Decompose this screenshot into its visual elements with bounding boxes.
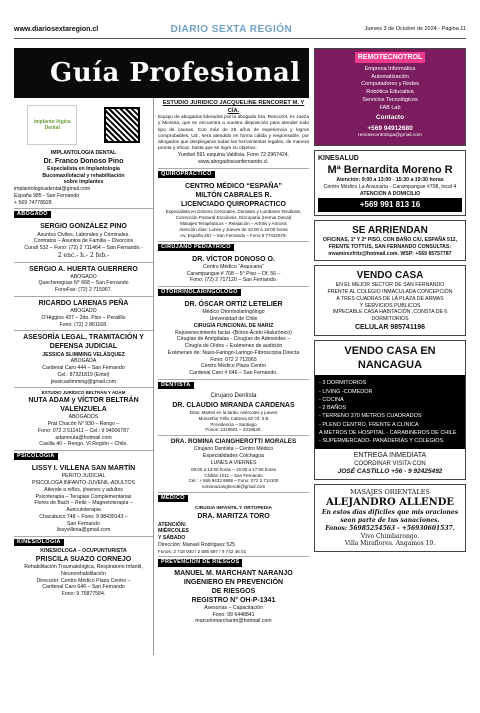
ad-line: Dirección: Manuel Rodríguez 525 xyxy=(158,541,235,548)
ad-line: Chacabuco 748 – Fono: 9 98439143 – xyxy=(39,513,128,520)
ad-line: Cardenal Caro 444 – San Fernando xyxy=(42,365,125,371)
ad-pediatric-surgeon xyxy=(158,253,309,287)
ad-line: Especialidades Colchagua xyxy=(202,453,265,460)
ad-line: Centro Médico La Araucaria - Carampangue #708, local 4 xyxy=(323,184,457,191)
ad-line: Fono: 99 6448841 xyxy=(212,611,255,618)
ad-head: ESTUDIO JURÍDICO BELTRÁN Y ADAM xyxy=(41,390,126,396)
ad-line: Cirujano Dentista – Centro Médico xyxy=(193,446,274,453)
ad-line: Curalí 532 – Fono: (72) 2 711464 – San Fernando.- xyxy=(24,245,143,252)
ad-lawyer xyxy=(14,331,153,388)
issue-date: Jueves 3 de Octubre de 2024 - Página 11 xyxy=(364,26,466,32)
ad-line: JESSICA SLIMMING VELÁSQUEZ xyxy=(42,351,125,358)
ad-line: FonoFax: (72) 2 715967. xyxy=(54,287,113,294)
ad-line: Médico Otorrinolaringólogo xyxy=(202,309,265,316)
ad-line: ABOGADA xyxy=(70,358,97,365)
ad-line: ATENCIÓN: xyxy=(158,521,187,528)
ad-line: Fono: 072 2 712065 xyxy=(210,356,257,363)
ad-line: MASAJES ORIENTALES xyxy=(350,487,430,496)
ad-title: SE ARRIENDAN xyxy=(352,225,428,237)
section-label: MÉDICO xyxy=(158,495,188,502)
ad-line: ABOGADO xyxy=(70,273,97,280)
ad-lawyer xyxy=(14,297,153,331)
doctor-name: DRA. MARITZA TORO xyxy=(197,513,270,521)
ad-title: VENDO CASA EN NANCAGUA xyxy=(344,344,436,372)
ad-line: OFICINAS, 1º Y 2º PISO, CON BAÑO C/U, ESPAÑA 512, FRENTE TOTTUS, SAN FERNANDO CONSULTAS: mvamirezfritz@hotmail.com. WSP: +569 85757787 xyxy=(322,237,458,257)
ad-line: IMPECABLE CASA HABITACIÓN ,CONSTA DE 6 DORMITORIOS xyxy=(332,309,448,323)
ad-line: Cirugía de Oídos – Exámenes de audición xyxy=(184,343,283,350)
doctor-name: DR. ÓSCAR ORTIZ LETELIER xyxy=(184,301,283,309)
ad-line[interactable]: www.abogadossanfernando.cl. xyxy=(198,159,269,166)
ad-line: Y SÁBADO xyxy=(158,535,186,541)
ad-line[interactable]: jessicaslimming@gmail.com xyxy=(50,378,117,385)
ad-line: COORDINAR VISITA CON xyxy=(354,460,426,467)
ad-line: PERITO JUDICIAL xyxy=(61,473,106,480)
feature-item: - SUPERMERCADO- PANADERÍAS Y COLEGIOS. xyxy=(319,438,445,445)
ad-line: Quechereguas N° 668 – San Fernando xyxy=(38,280,129,287)
ad-line: Yumbel 591 esquina Valdivia. Fono 72 2967424. xyxy=(177,152,290,159)
ad-psychologist xyxy=(14,462,153,537)
feature-item: - TERRENO 370 METROS CUADRADOS xyxy=(319,413,422,420)
ad-kinesiologist xyxy=(14,548,153,598)
ad-remotecnotrol xyxy=(314,48,466,146)
ad-line: Atiende a niños, jóvenes y adultos xyxy=(44,486,123,493)
ad-line: Exámenes de: Naso-Faringo-Laringo-Fibroscopia Directa xyxy=(167,349,300,356)
column-middle xyxy=(158,98,309,655)
ad-line: O'Higgins 437 – 2do. Piso – Peralillo xyxy=(41,314,126,321)
ad-line: Fono: (72) 2 717120 – San Fernando. xyxy=(189,277,278,284)
ad-dentist xyxy=(158,391,309,436)
doctor-name: DR. CLAUDIO MIRANDA CARDENAS xyxy=(172,401,295,409)
ad-line: Monseñor Félix Cabrera 62 Of. 3 B xyxy=(198,415,269,421)
kinesiologist-name: PRISCILA SUAZO CORNEJO xyxy=(35,555,132,563)
ad-line: LUNES A VIERNES xyxy=(210,459,257,466)
page-header xyxy=(14,22,466,36)
section-label: PSICOLOGÍA xyxy=(14,453,58,460)
ad-line: Fonos: 56985254563 - +56930601537. xyxy=(325,524,455,532)
doctor-name: DRA. ROMINA CIANGHEROTTI MORALES xyxy=(170,438,297,446)
ad-lawyer xyxy=(14,263,153,297)
clinic-name: IMPLANTOLOGIA DENTAL xyxy=(50,150,117,156)
ad-implantologia xyxy=(14,98,153,209)
practitioner-name: Mª Bernardita Moreno R xyxy=(327,164,453,177)
ad-massages xyxy=(314,484,466,552)
ad-line: Av. España 467 – San Fernando – Fono 9 77432979. xyxy=(180,232,287,238)
ad-line: Asesorías – Capacitación xyxy=(204,604,263,611)
ad-house-sale-nancagua xyxy=(314,340,466,480)
paper-name: DIARIO SEXTA REGIÓN xyxy=(170,23,293,35)
phone-bar: +569 991 813 16 xyxy=(318,198,462,212)
ad-doctor xyxy=(158,504,309,557)
ad-line: Vivo Chimbarongo. xyxy=(360,532,420,540)
center-name: CENTRO MÉDICO “ESPAÑA” xyxy=(184,183,283,191)
ad-line: San Fernando xyxy=(67,520,100,527)
company-logo: REMOTECNOTROL xyxy=(355,52,426,63)
ad-line: Rejuvenecimiento facial -(Botox-Ácido Hialurónico) xyxy=(175,329,292,336)
ad-line: ABOGADO xyxy=(70,308,97,315)
doctor-name: Dr. Franco Donoso Pino xyxy=(43,157,124,165)
feature-item: - 2 BAÑOS xyxy=(319,405,347,412)
section-label: DENTISTA xyxy=(158,382,194,389)
ad-body: Equipo de abogados liderados por la abogada Sra. Rencoret, ex Jueza y Ministra, que se encuentra a vuestra disposición para atender todo tipo de causas. Con más de 25 años de experiencia y logros comprobables. Ud., será atendido en forma cálida y responsable, por abogados que desplegaran todas las herramientas legales, de manera pronta y eficaz, hasta que se logre su objetivo. xyxy=(158,115,309,152)
ad-rental xyxy=(314,220,466,261)
ad-line: Especialista en Dolores Cervicales, Dorsales y Lumbares Tendinitis, Corrección Postural Escoliosis, Discopatía (Hernia Discal) xyxy=(165,209,302,221)
ad-house-sale xyxy=(314,265,466,336)
engineer-name: MANUEL M. MARCHANT NARANJO xyxy=(174,569,293,577)
ad-line: DE RIESGOS xyxy=(211,587,256,595)
lawyer-name: SERGIO GONZÁLEZ PINO xyxy=(40,223,127,231)
ad-line: Cardenal Caro 646 – San Fernando xyxy=(42,584,125,591)
ad-lawyer xyxy=(14,388,153,451)
ad-line: Cirujano Dentista xyxy=(210,392,257,399)
ad-line: Cirugías de Amígdalas - Cirugías de Adenoides – xyxy=(176,336,291,343)
email[interactable]: remotecontrolspa@gmail.com xyxy=(358,133,422,139)
section-label: OTORRINOLARINGÓLOGO xyxy=(158,289,241,296)
lawyer-name: RICARDO LARENAS PEÑA xyxy=(38,299,129,307)
spec-line: Especialista en Implantología xyxy=(47,165,120,172)
ad-line[interactable]: adamnuta@hotmail.com xyxy=(55,434,112,441)
feature-list xyxy=(315,375,465,449)
phone: CELULAR 985741196 xyxy=(354,323,426,331)
doctor-name: DR. VÍCTOR DONOSO O. xyxy=(192,255,275,263)
ad-line: Cel.: 87321819 (Entel) xyxy=(57,371,110,378)
ad-line: Días: Martes en la tarde, miércoles y jueves xyxy=(189,409,278,415)
ad-law-firm xyxy=(158,98,309,169)
ad-line[interactable]: marcelomarchantn@hotmail.com xyxy=(195,618,272,625)
service-item: Robótica Educativa xyxy=(366,89,414,96)
ad-line: EN EL MEJOR SECTOR DE SAN FERNANDO xyxy=(335,282,445,289)
email-link[interactable]: implantologicadental@gmail.com xyxy=(14,186,91,193)
ad-line: Chillán 1011 – San Fernando xyxy=(204,472,263,478)
ad-line: LICENCIADO QUIROPRACTICO xyxy=(181,201,286,209)
section-banner: Guía Profesional xyxy=(14,48,309,98)
service-item: FAB Lab xyxy=(379,104,401,111)
ad-line: Providencia – Santiago xyxy=(210,421,257,427)
ad-line: Fonos: 2319601 – 2319630. xyxy=(205,427,262,433)
ad-line: CIRUGIA INFANTIL Y ORTOPEDIA xyxy=(194,506,273,512)
ad-line: A TRES CUADRAS DE LA PLAZA DE ARMAS xyxy=(336,295,444,302)
ad-line: Psicoterapia – Terapias Complementarias xyxy=(35,493,132,500)
header-rule xyxy=(14,38,466,39)
ad-line: ENTREGA INMEDIATA xyxy=(353,452,427,460)
lawyer-name: ASESORÍA LEGAL, TRAMITACIÓN Y DEFENSA JUDICIAL xyxy=(23,334,144,351)
ad-line: Contratos – Asuntos de Familia – Divorcios xyxy=(33,238,134,245)
ad-line: FRENTE AL COLEGIO INMACULADA CONCEPCIÓN xyxy=(327,289,453,296)
ad-ent xyxy=(158,298,309,380)
lawyer-name: NUTA ADAM y VÍCTOR BELTRÁN VALENZUELA xyxy=(28,397,139,414)
ad-line: 2 enc.- h.- 2 feb.- xyxy=(57,251,110,259)
section-label: KINESIOLOGIA xyxy=(14,539,64,546)
service-item: Automatización xyxy=(371,73,409,80)
ad-line: Dirección: Centro Médico Plaza Centro – xyxy=(36,577,131,584)
ad-line: CIRUGÍA FUNCIONAL DE NARIZ xyxy=(193,322,274,329)
lawyer-name: SERGIO A. HUERTA GUERRERO xyxy=(29,265,138,273)
ad-line: En estos días difíciles que mis oraciones sean parte de tus sanaciones. xyxy=(321,509,459,525)
feature-item: - 3 DORMITORIOS xyxy=(319,380,367,387)
service-item: Servicios Tecnológicos xyxy=(362,96,418,103)
spec-line: sobre implantes xyxy=(63,179,104,186)
section-label: ABOGADO xyxy=(14,211,51,218)
ad-line: Centro Médico “Araucaria” xyxy=(203,263,264,270)
ad-chiropractor xyxy=(158,180,309,242)
ad-line: Casilla 40 – Rengo. VI Región – Chile. xyxy=(39,441,128,448)
feature-item: - LIVING -COMEDOR xyxy=(319,388,373,395)
address: España 985 - San Fernando xyxy=(14,192,80,199)
site-url[interactable]: www.diariosextaregion.cl xyxy=(14,25,99,33)
ad-line: REGISTRO N° OH-P-1341 xyxy=(191,596,276,604)
ad-line: Fonos: 2 718 000 / 2 585 597 / 9 742 46 01 xyxy=(158,548,247,554)
ad-kinesalud xyxy=(314,150,466,216)
ad-line: Atención: 9:00 a 13:00 - 15:30 a 19:30 horas xyxy=(336,177,444,184)
ad-line: Y SERVICIOS PUBLICOS xyxy=(359,302,421,309)
ad-line: ABOGADOS xyxy=(68,414,99,421)
ad-line: Fono: 072 2 511411 – Cel.: 9 94006787 xyxy=(38,427,129,434)
ad-line: INGENIERO EN PREVENCIÓN xyxy=(183,578,284,586)
service-item: Computadores y Redes xyxy=(361,81,419,88)
ad-line[interactable]: romanaciangherotti@gmail.com xyxy=(201,484,266,490)
feature-item: - PLENO CENTRO, FRENTE A CLÍNICA xyxy=(319,421,419,428)
ad-dentist xyxy=(158,436,309,493)
qr-code-icon[interactable] xyxy=(104,107,140,143)
ad-line: Atención días: Lunes y Jueves de 10:00 a 16:00 horas xyxy=(179,226,288,232)
ad-line: Centro Médico Plaza Centro xyxy=(200,363,267,370)
spec-line: Bucomaxilofacial y rehabilitación xyxy=(42,172,125,179)
service-list xyxy=(318,66,462,112)
phone: +569 94912680 xyxy=(367,124,413,132)
ad-lawyer xyxy=(14,220,153,262)
ad-line: ATENCIÓN A DOMICILIO xyxy=(359,190,421,197)
ad-line: Auriculoterapia xyxy=(66,507,101,514)
ad-line: Universidad de Chile xyxy=(209,316,258,323)
masseur-name: ALEJANDRO ALLENDE xyxy=(325,497,455,509)
ad-line[interactable]: lissyvillena@gmail.com xyxy=(56,527,111,534)
ad-line: Cel.: + 569 9433 9888 – Fono: 072 2 714100 xyxy=(188,478,279,484)
ad-line: Asuntos Civiles, Laborales y Criminales. xyxy=(37,231,130,238)
contact-label: Contacto xyxy=(375,114,405,122)
ad-line: PSICOLOGA INFANTO-JUVENIL-ADULTOS xyxy=(32,480,135,487)
ad-line: Villa Miraflores. Angamos 19. xyxy=(344,540,436,548)
kinesalud-logo: KINESALUD xyxy=(318,155,359,162)
ad-title: VENDO CASA xyxy=(356,270,424,282)
ad-risk-prevention xyxy=(158,569,309,626)
ad-line: Neurorehabilitación xyxy=(61,570,106,577)
ad-line: Prat Chacón N° 930 – Rengo – xyxy=(47,421,120,428)
feature-item: - COCINA xyxy=(319,396,344,403)
section-label: PREVENCIÓN DE RIESGOS xyxy=(158,559,242,566)
ad-line: Masajes Terapéuticos – Relajación – Artritis y Artrosis xyxy=(180,221,287,227)
ad-line: Cardenal Caro # 646 – San Fernando. xyxy=(189,370,278,377)
firm-name: ESTUDIO JURIDICO JACQUELINE RENCORET M. Y CÍA. xyxy=(162,100,305,114)
ad-line: MIÉRCOLES xyxy=(158,528,189,535)
contact: JOSÉ CASTILLO +56 - 9 92425492 xyxy=(337,468,443,476)
service-item: Empresa Informática xyxy=(364,66,416,73)
ad-line: Carampangue # 708 – 5° Piso – Of. 56 – xyxy=(186,270,281,277)
psychologist-name: LISSY I. VILLENA SAN MARTÍN xyxy=(31,465,136,473)
ad-line: KINESIOLOGA – OCUPUNTURISTA xyxy=(40,548,127,555)
practitioner-name: MILTÓN CABRALES R. xyxy=(195,192,272,200)
column-right xyxy=(314,48,466,703)
dental-logo: implanto lógica Dental xyxy=(27,105,77,145)
ad-line: 09:00 a 13:00 horas – 15:00 a 17:00 horas xyxy=(190,466,277,472)
ad-line: Rehabilitación Traumatológica, Respiratorio Infantil, xyxy=(24,564,143,570)
section-label: QUIROPRÁCTICO xyxy=(158,171,215,178)
ad-line: Flores de Bach – Reiki – Magnetoterapia – xyxy=(34,500,133,507)
feature-item: A METROS DE HOSPITAL - CARABINEROS DE CHILE xyxy=(319,429,457,436)
ad-line: Fono: (72) 2 861168. xyxy=(59,321,108,328)
section-label: CIRUJANO PEDIÁTRICO xyxy=(158,244,234,251)
ad-line: Fono: 9 75877584. xyxy=(61,591,106,597)
column-left xyxy=(14,98,154,655)
phone: + 569 74778928 xyxy=(14,199,52,206)
